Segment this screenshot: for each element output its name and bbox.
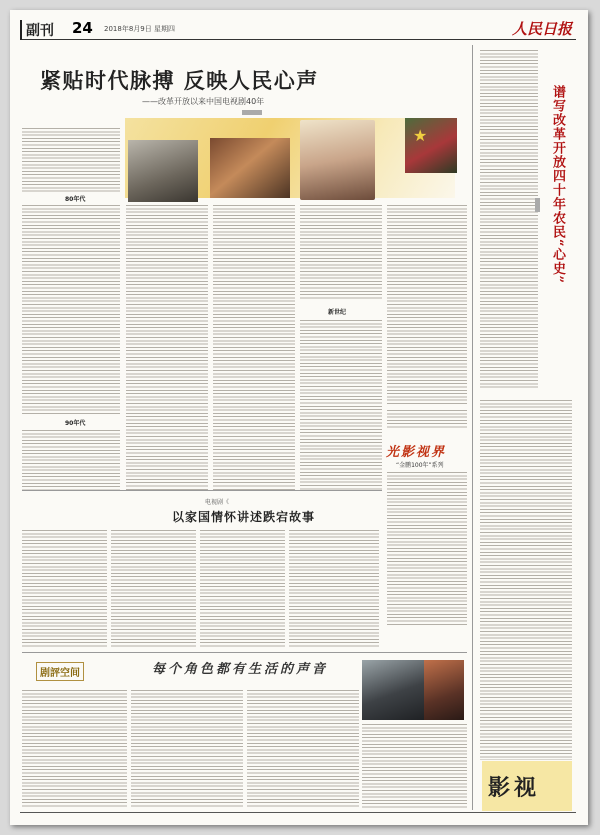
column-label: 剧評空间 <box>36 662 84 681</box>
lead-byline <box>242 110 262 115</box>
section-divider <box>22 490 382 491</box>
tv-still-photo <box>210 138 290 198</box>
body-text <box>213 205 295 490</box>
body-text <box>111 530 196 648</box>
subhead: 90年代 <box>65 420 86 427</box>
newspaper-page <box>10 10 588 825</box>
body-text <box>22 430 120 490</box>
body-text <box>22 530 107 648</box>
sidebar-headline: 谱写改革开放四十年农民“心史” <box>550 85 565 284</box>
body-text <box>247 690 359 808</box>
poster-photo <box>424 660 464 720</box>
body-text <box>22 205 120 415</box>
tv-still-photo: ★ <box>405 118 457 173</box>
section-corner-label: 影视 <box>482 761 572 811</box>
column-divider <box>472 45 473 390</box>
body-text <box>362 724 467 808</box>
body-text <box>480 400 572 760</box>
lead-subtitle: ——改革开放以来中国电视剧40年 <box>142 97 265 106</box>
tv-still-photo <box>300 120 375 200</box>
tv-still-photo <box>128 140 198 202</box>
subhead: 新世纪 <box>328 309 347 316</box>
column-divider <box>472 390 473 810</box>
body-text <box>387 205 467 405</box>
body-text <box>387 410 467 430</box>
lead-headline: 紧贴时代脉搏 反映人民心声 <box>40 69 319 93</box>
body-text <box>126 205 208 490</box>
second-headline: 以家国情怀讲述跌宕故事 <box>172 510 316 524</box>
page-header <box>20 18 576 40</box>
body-text <box>300 320 382 490</box>
body-text <box>200 530 285 648</box>
body-text <box>131 690 243 808</box>
column-logo: 光影视界 <box>386 445 447 460</box>
section-divider <box>22 652 467 653</box>
body-text <box>387 472 467 627</box>
sidebar-byline <box>535 198 540 212</box>
page-number: 24 <box>72 19 93 37</box>
subhead: 80年代 <box>65 196 86 203</box>
masthead-logo: 人民日报 <box>511 20 572 38</box>
body-text <box>22 128 120 192</box>
body-text <box>480 50 538 390</box>
actor-photo <box>362 660 424 720</box>
body-text <box>289 530 379 648</box>
body-text <box>300 205 382 300</box>
body-text <box>22 690 127 808</box>
third-headline: 每个角色都有生活的声音 <box>152 662 329 677</box>
issue-date: 2018年8月9日 星期四 <box>104 25 175 33</box>
article-tag: 电视剧《 <box>205 499 230 506</box>
column-subtitle: “金鹏100年”系列 <box>396 462 444 469</box>
section-name: 副刊 <box>20 20 54 40</box>
page-footer <box>20 812 576 822</box>
